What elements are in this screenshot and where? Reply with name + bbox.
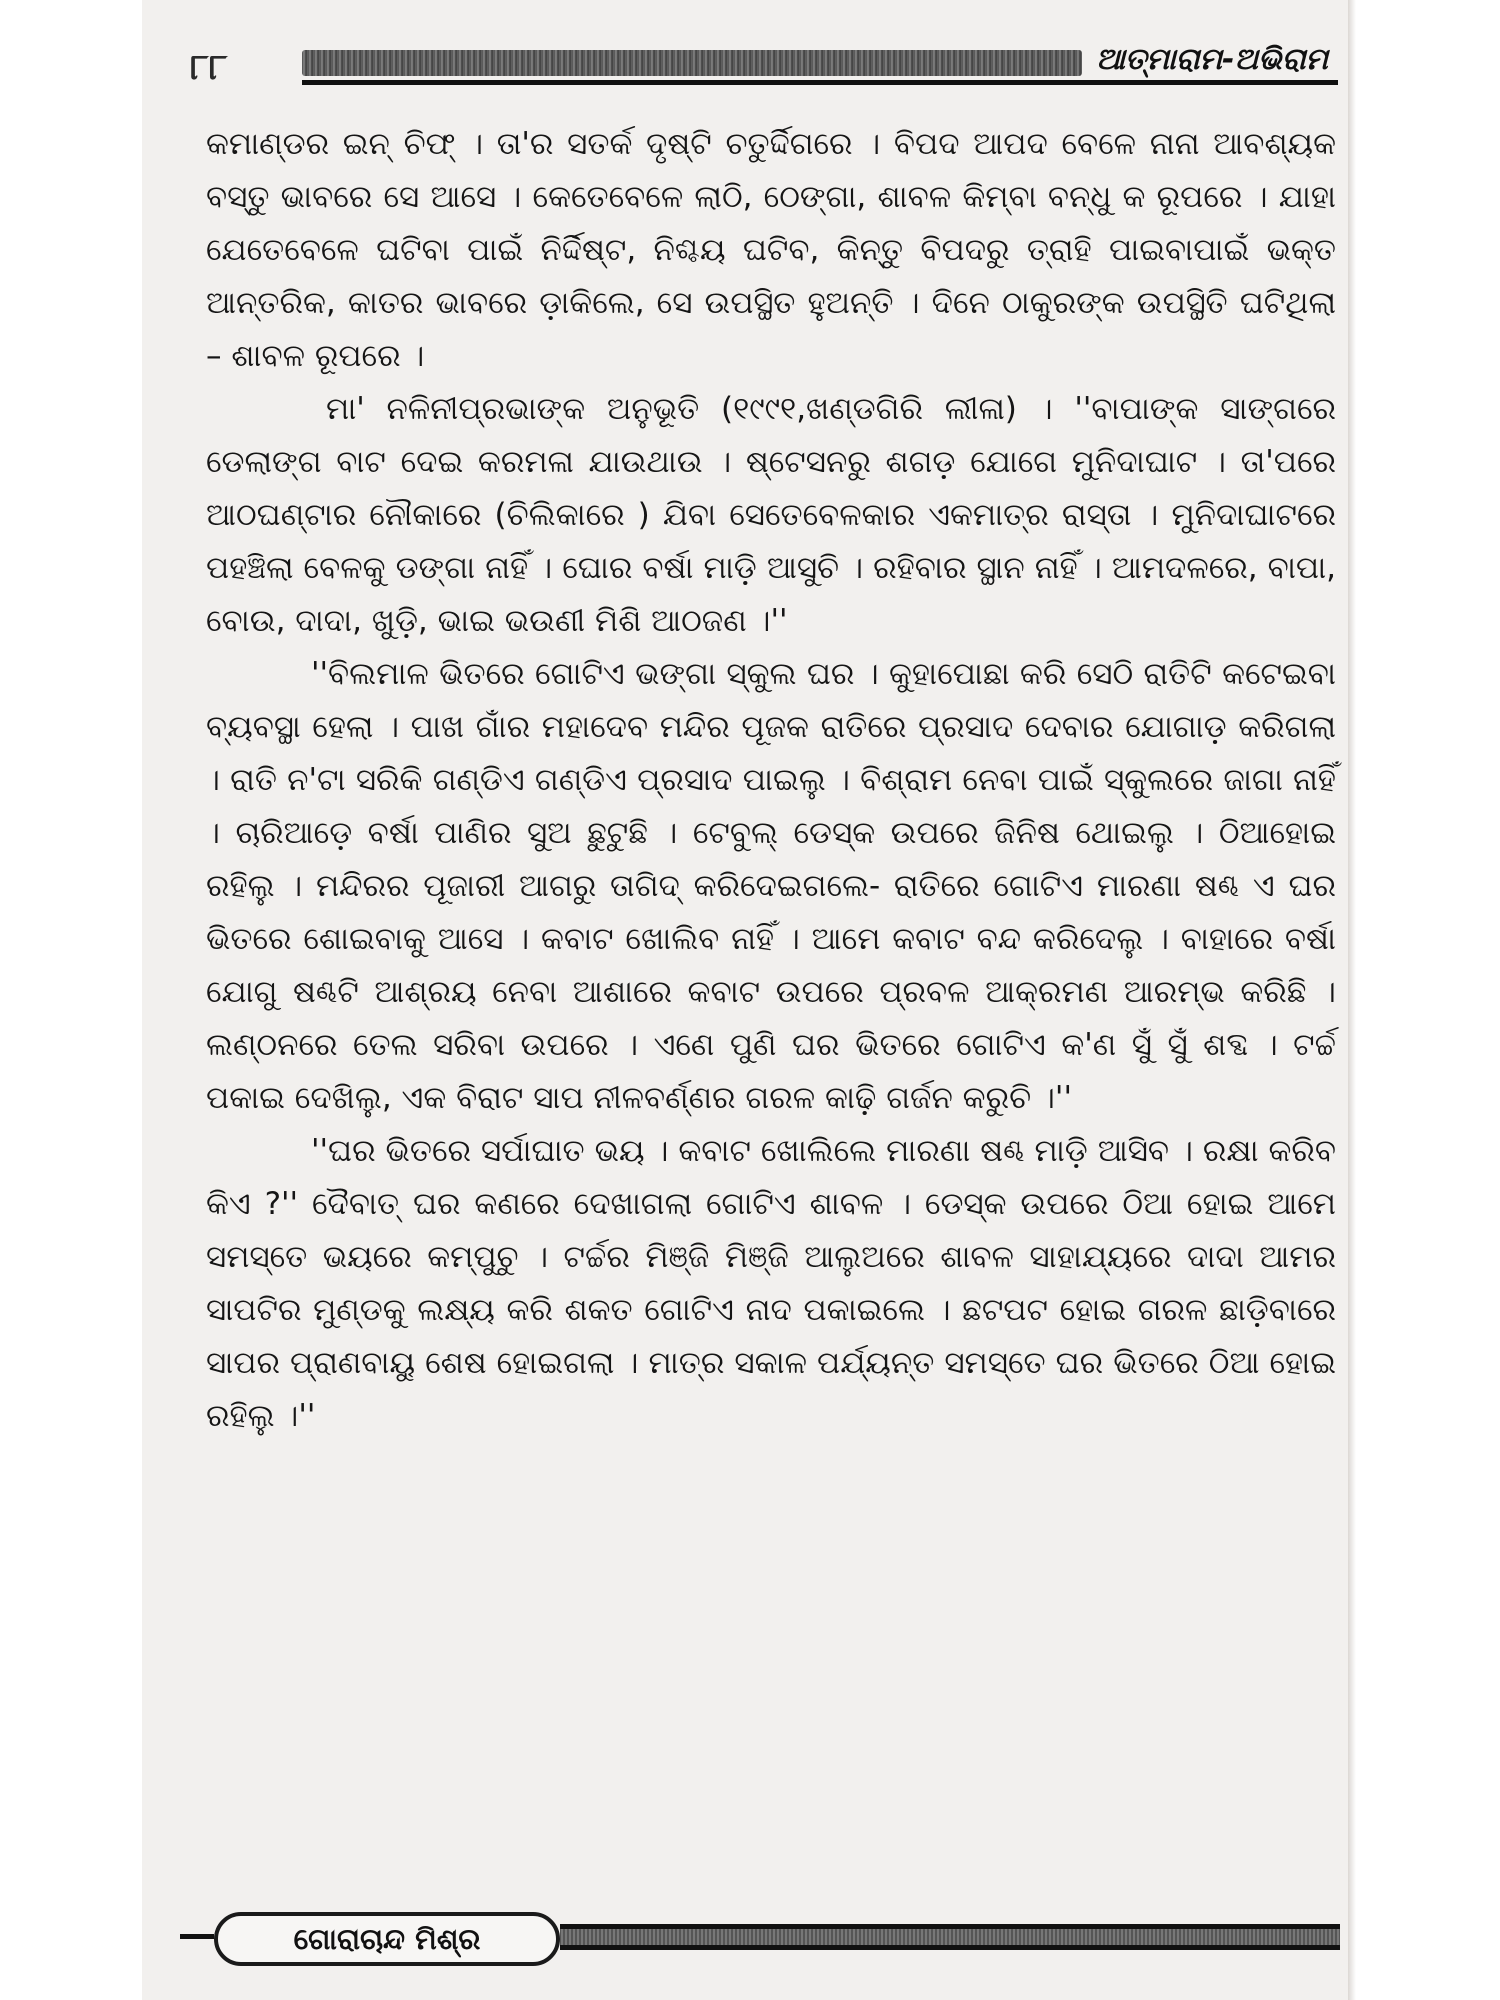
- book-title: ଆତ୍ମାରାମ-ଅଭିରାମ: [1095, 42, 1328, 77]
- header-rule: [302, 80, 1338, 85]
- body-text: [206, 118, 1336, 1443]
- header-decorative-bar: [302, 50, 1082, 76]
- paragraph-4: ''ଘର ଭିତରେ ସର୍ପାଘାତ ଭୟ । କବାଟ ଖୋଲିଲେ ମାରଣା ଷଣ୍ଢ ମାଡ଼ି ଆସିବ । ରକ୍ଷା କରିବ କିଏ ?'' ଦୈବାତ୍ ଘର କଣରେ ଦେଖାଗଲା ଗୋଟିଏ ଶାବଳ । ଡେସ୍କ ଉପରେ ଠିଆ ହୋଇ ଆମେ ସମସ୍ତେ ଭୟରେ କମ୍ପୁଚୁ । ଟର୍ଚ୍ଚର ମିଞ୍ଜି ମିଞ୍ଜି ଆଲୁଅରେ ଶାବଳ ସାହାଯ୍ୟରେ ଦାଦା ଆମର ସାପଟିର ମୁଣ୍ଡକୁ ଲକ୍ଷ୍ୟ କରି ଶକତ ଗୋଟିଏ ନାଦ ପକାଇଲେ । ଛଟପଟ ହୋଇ ଗରଳ ଛାଡ଼ିବାରେ ସାପର ପ୍ରାଣବାୟୁ ଶେଷ ହୋଇଗଲା । ମାତ୍ର ସକାଳ ପର୍ଯ୍ୟନ୍ତ ସମସ୍ତେ ଘର ଭିତରେ ଠିଆ ହୋଇ ରହିଲୁ ।'': [206, 1133, 1336, 1434]
- footer-left-rule: [180, 1934, 214, 1939]
- paragraph-2: ମା' ନଳିନୀପ୍ରଭାଙ୍କ ଅନୁଭୂତି (୧୯୯୧,ଖଣ୍ଡଗିରି ଲୀଳା) । ''ବାପାଙ୍କ ସାଙ୍ଗରେ ଡେଲାଙ୍ଗ ବାଟ ଦେଇ କରମଳା ଯାଉଥାଉ । ଷ୍ଟେସନରୁ ଶଗଡ଼ ଯୋଗେ ମୁନିଦାଘାଟ । ତା'ପରେ ଆଠଘଣ୍ଟାର ନୌକାରେ (ଚିଲିକାରେ ) ଯିବା ସେତେବେଳକାର ଏକମାତ୍ର ରାସ୍ତା । ମୁନିଦାଘାଟରେ ପହଞ୍ଚିଲା ବେଳକୁ ଡଙ୍ଗା ନାହିଁ । ଘୋର ବର୍ଷା ମାଡ଼ି ଆସୁଚି । ରହିବାର ସ୍ଥାନ ନାହିଁ । ଆମଦଳରେ, ବାପା, ବୋଉ, ଦାଦା, ଖୁଡ଼ି, ଭାଇ ଭଉଣୀ ମିଶି ଆଠଜଣ ।'': [206, 391, 1336, 639]
- running-header: [172, 42, 1338, 90]
- paragraph-1: କମାଣ୍ଡର ଇନ୍ ଚିଫ୍ । ତା'ର ସତର୍କ ଦୃଷ୍ଟି ଚତୁର୍ଦ୍ଦିଗରେ । ବିପଦ ଆପଦ ବେଳେ ନାନା ଆବଶ୍ୟକ ବସ୍ତୁ ଭାବରେ ସେ ଆସେ । କେତେବେଳେ ଲାଠି, ଠେଙ୍ଗା, ଶାବଳ କିମ୍ବା ବନ୍ଧୁ କ ରୂପରେ । ଯାହା ଯେତେବେଳେ ଘଟିବା ପାଇଁ ନିର୍ଦ୍ଦିଷ୍ଟ, ନିଶ୍ଚୟ ଘଟିବ, କିନ୍ତୁ ବିପଦରୁ ତ୍ରାହି ପାଇବାପାଇଁ ଭକ୍ତ ଆନ୍ତରିକ, କାତର ଭାବରେ ଡ଼ାକିଲେ, ସେ ଉପସ୍ଥିତ ହୁଅନ୍ତି । ଦିନେ ଠାକୁରଙ୍କ ଉପସ୍ଥିତି ଘଟିଥିଲା – ଶାବଳ ରୂପରେ ।: [206, 126, 1336, 374]
- author-name: ଗୋରାଚାନ୍ଦ ମିଶ୍ର: [214, 1912, 560, 1966]
- footer-rule: [560, 1924, 1340, 1950]
- paragraph-3: ''ବିଲମାଳ ଭିତରେ ଗୋଟିଏ ଭଙ୍ଗା ସ୍କୁଲ ଘର । କୁହାପୋଛା କରି ସେଠି ରାତିଟି କଟେଇବା ବ୍ୟବସ୍ଥା ହେଲା । ପାଖ ଗାଁର ମହାଦେବ ମନ୍ଦିର ପୂଜକ ରାତିରେ ପ୍ରସାଦ ଦେବାର ଯୋଗାଡ଼ କରିଗଲା । ରାତି ନ'ଟା ସରିକି ଗଣ୍ଡିଏ ଗଣ୍ଡିଏ ପ୍ରସାଦ ପାଇଲୁ । ବିଶ୍ରାମ ନେବା ପାଇଁ ସ୍କୁଲରେ ଜାଗା ନାହିଁ । ଚାରିଆଡ଼େ ବର୍ଷା ପାଣିର ସୁଅ ଛୁଟୁଛି । ଟେବୁଲ୍ ଡେସ୍କ ଉପରେ ଜିନିଷ ଥୋଇଲୁ । ଠିଆହୋଇ ରହିଲୁ । ମନ୍ଦିରର ପୂଜାରୀ ଆଗରୁ ତାଗିଦ୍ କରିଦେଇଗଲେ- ରାତିରେ ଗୋଟିଏ ମାରଣା ଷଣ୍ଢ ଏ ଘର ଭିତରେ ଶୋଇବାକୁ ଆସେ । କବାଟ ଖୋଲିବ ନାହିଁ । ଆମେ କବାଟ ବନ୍ଦ କରିଦେଲୁ । ବାହାରେ ବର୍ଷା ଯୋଗୁ ଷଣ୍ଢଟି ଆଶ୍ରୟ ନେବା ଆଶାରେ କବାଟ ଉପରେ ପ୍ରବଳ ଆକ୍ରମଣ ଆରମ୍ଭ କରିଛି । ଲଣ୍ଠନରେ ତେଲ ସରିବା ଉପରେ । ଏଣେ ପୁଣି ଘର ଭିତରେ ଗୋଟିଏ କ'ଣ ସୁଁ ସୁଁ ଶବ୍ଦ । ଟର୍ଚ୍ଚ ପକାଇ ଦେଖିଲୁ, ଏକ ବିରାଟ ସାପ ନୀଳବର୍ଣ୍ଣର ଗରଳ କାଢ଼ି ଗର୍ଜନ କରୁଚି ।'': [206, 656, 1336, 1116]
- page-edge: [1348, 0, 1356, 2000]
- page-number: ୮୮: [190, 46, 228, 88]
- running-footer: [180, 1906, 1340, 1966]
